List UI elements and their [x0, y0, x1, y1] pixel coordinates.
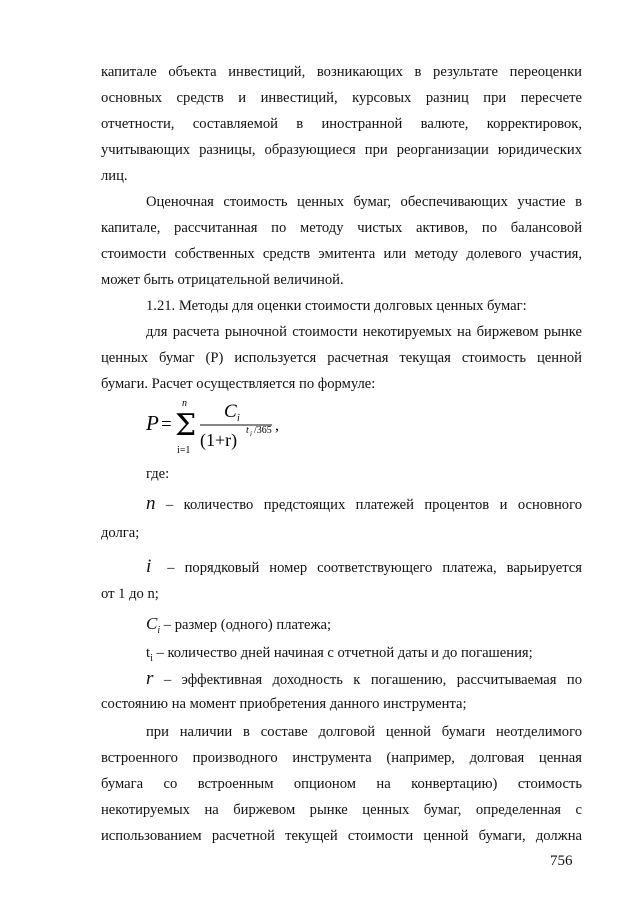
definition-i-line-1: [146, 557, 582, 578]
symbol-i: i: [146, 556, 152, 577]
paragraph-5-line-3: бумага со встроенным опционом на конвертацию) стоимость: [101, 776, 582, 792]
formula-exponent-subscript: i: [250, 430, 252, 438]
symbol-t: t: [146, 645, 151, 661]
paragraph-2-line-4: может быть отрицательной величиной.: [101, 272, 344, 288]
formula-equals: =: [161, 414, 172, 435]
definition-c-text: – размер (одного) платежа;: [160, 617, 332, 633]
paragraph-5-line-4: некотируемых на биржевом рынке ценных бумаг, определенная с: [101, 802, 582, 818]
paragraph-1-line-4: учитывающих разницы, образующиеся при реорганизации юридических: [101, 142, 582, 158]
symbol-c: C: [146, 614, 158, 633]
symbol-n: n: [146, 493, 156, 514]
formula-denominator: (1+r): [200, 430, 238, 450]
sum-sigma-icon: Σ: [175, 408, 197, 443]
section-heading-1-21: 1.21. Методы для оценки стоимости долговых ценных бумаг:: [146, 298, 527, 314]
paragraph-4-line-1: для расчета рыночной стоимости некотируемых на биржевом рынке: [146, 324, 582, 340]
formula-exponent: t: [246, 425, 249, 436]
paragraph-1-line-5: лиц.: [101, 168, 128, 184]
definition-i-line-2: от 1 до n;: [101, 586, 159, 602]
page-number: 756: [550, 853, 573, 869]
definition-n-line-1: [146, 494, 582, 515]
definition-r-line-1: [146, 669, 582, 690]
definition-n-text: – количество предстоящих платежей процентов и основного: [155, 497, 582, 513]
paragraph-2-line-2: капитале, рассчитанная по методу чистых активов, по балансовой: [101, 220, 582, 236]
formula-numerator: C: [224, 401, 237, 422]
symbol-t-subscript: i: [150, 652, 153, 664]
paragraph-1-line-3: отчетности, составляемой в иностранной валюте, корректировок,: [101, 116, 582, 132]
definition-r-text: – эффективная доходность к погашению, рассчитываемая по: [153, 672, 582, 688]
paragraph-5-line-5: использованием расчетной текущей стоимости ценной бумаги, должна: [101, 828, 582, 844]
paragraph-1-line-1: капитале объекта инвестиций, возникающих в результате переоценки: [101, 64, 582, 80]
definition-r-line-2: состоянию на момент приобретения данного инструмента;: [101, 696, 467, 712]
formula-exponent-tail: /365: [254, 425, 272, 436]
paragraph-5-line-1: при наличии в составе долговой ценной бумаги неотделимого: [146, 724, 582, 740]
symbol-c-subscript: i: [157, 624, 161, 636]
where-label: где:: [146, 466, 170, 482]
definition-i-text: – порядковый номер соответствующего платежа, варьируется: [157, 560, 582, 576]
paragraph-2-line-3: стоимости собственных средств эмитента или методу долевого участия,: [101, 246, 582, 262]
formula-numerator-subscript: i: [237, 413, 240, 424]
formula-lhs: P: [146, 411, 159, 435]
definition-t-line: [146, 643, 627, 669]
definition-t-text: – количество дней начиная с отчетной даты и до погашения;: [152, 645, 533, 661]
definition-c-line: [146, 614, 627, 641]
sum-upper-limit: n: [182, 398, 187, 409]
sum-lower-limit: i=1: [177, 445, 191, 456]
paragraph-4-line-3: бумаги. Расчет осуществляется по формуле:: [101, 376, 376, 392]
paragraph-2-line-1: Оценочная стоимость ценных бумаг, обеспечивающих участие в: [146, 194, 582, 210]
paragraph-1-line-2: основных средств и инвестиций, курсовых разниц при пересчете: [101, 90, 582, 106]
symbol-r: r: [146, 668, 154, 689]
definition-n-line-2: долга;: [101, 525, 140, 541]
formula-trailing-comma: ,: [275, 417, 279, 434]
paragraph-4-line-2: ценных бумаг (Р) используется расчетная текущая стоимость ценной: [101, 350, 582, 366]
paragraph-5-line-2: встроенного производного инструмента (например, долговая ценная: [101, 750, 582, 766]
present-value-formula: [146, 397, 296, 461]
